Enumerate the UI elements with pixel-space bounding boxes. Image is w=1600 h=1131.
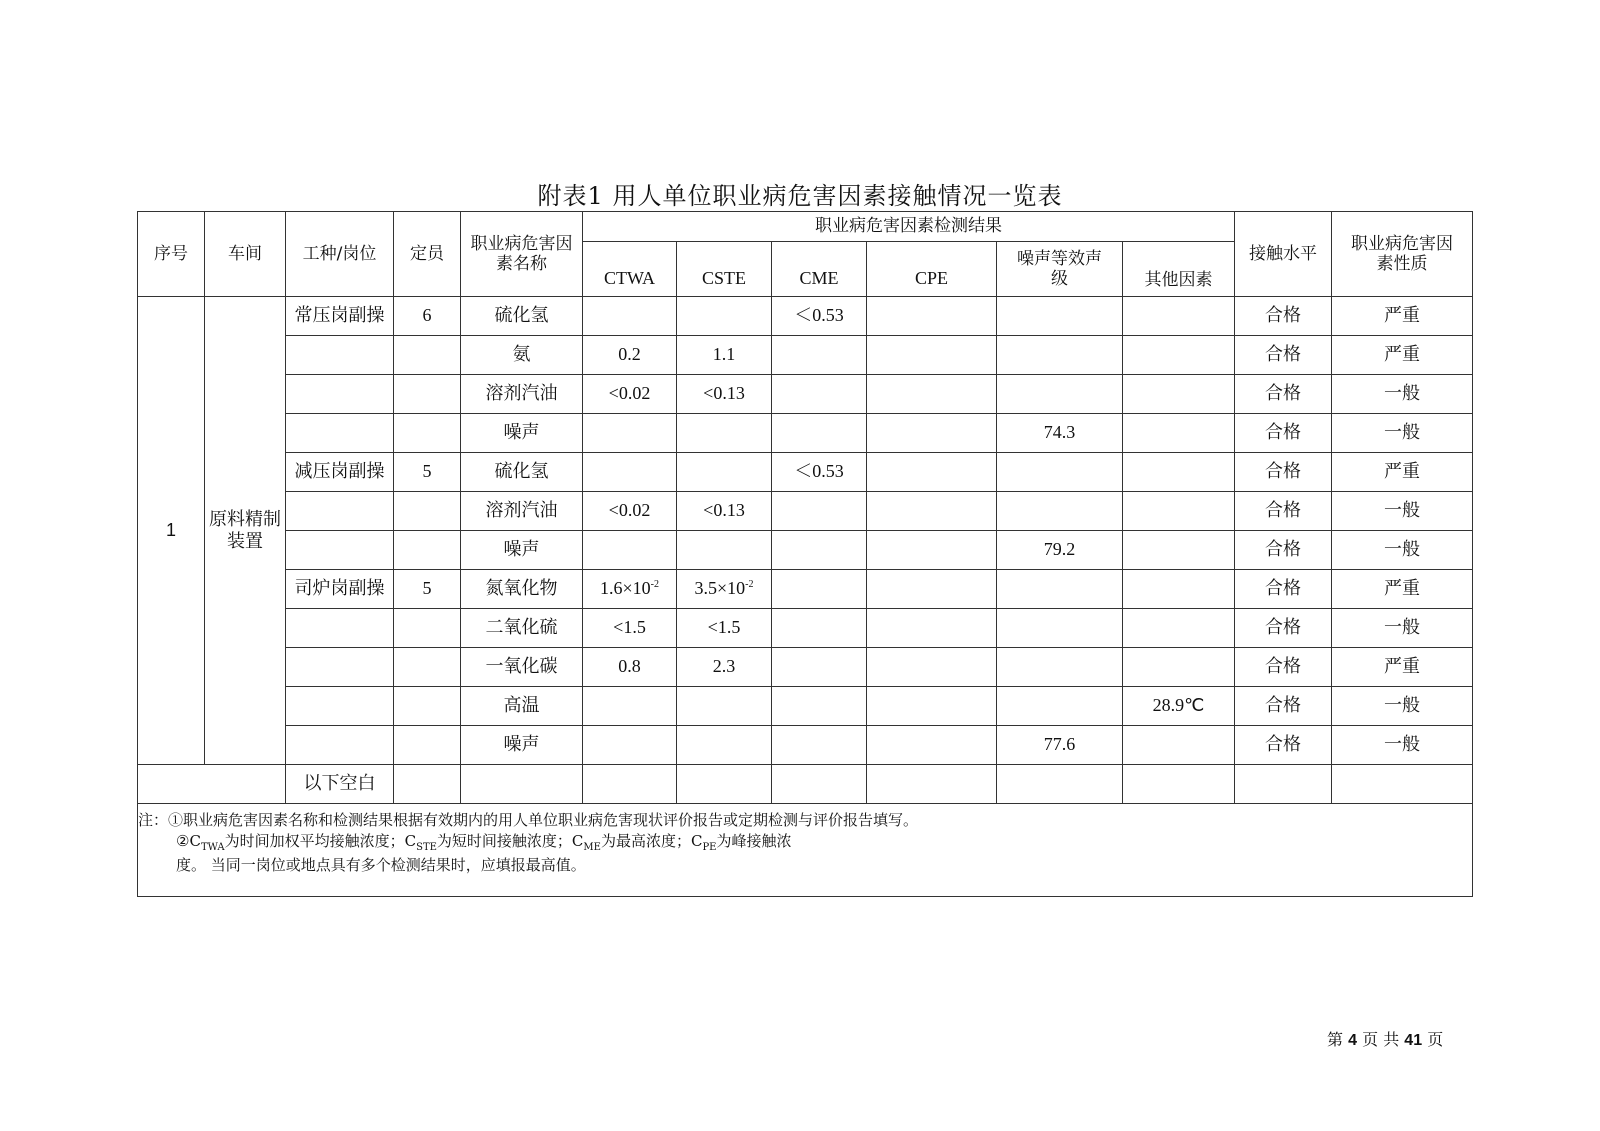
cell-factor: 二氧化硫 xyxy=(461,609,583,648)
cell-noise: 74.3 xyxy=(997,414,1123,453)
note-subscript: TWA xyxy=(200,842,225,853)
header-nature: 职业病危害因素性质 xyxy=(1332,212,1473,297)
table-row xyxy=(138,453,1473,492)
cell-cpe xyxy=(867,336,997,375)
note-line-1: 注：①职业病危害因素名称和检测结果根据有效期内的用人单位职业病危害现状评价报告或定期检测与评价报告填写。 xyxy=(138,811,919,829)
cell-noise: 77.6 xyxy=(997,726,1123,765)
table-row xyxy=(138,648,1473,687)
cell-exposure: 合格 xyxy=(1235,414,1332,453)
table-title: 附表1 用人单位职业病危害因素接触情况一览表 xyxy=(537,182,1063,210)
note-subscript: ME xyxy=(583,842,601,853)
cell-other xyxy=(1123,648,1235,687)
cell-nature: 一般 xyxy=(1332,687,1473,726)
page-number: 4 xyxy=(1348,1032,1358,1049)
cell-exposure: 合格 xyxy=(1235,570,1332,609)
cell-post xyxy=(286,687,394,726)
header-post: 工种/岗位 xyxy=(286,212,394,297)
header-staff: 定员 xyxy=(394,212,461,297)
cell-staff: 5 xyxy=(394,453,461,492)
cell-cste xyxy=(677,570,772,609)
cell-staff xyxy=(394,609,461,648)
table-row xyxy=(138,297,1473,336)
cell-post: 司炉岗副操 xyxy=(286,570,394,609)
cell-cme xyxy=(772,336,867,375)
cell-staff xyxy=(394,336,461,375)
cell-nature: 一般 xyxy=(1332,609,1473,648)
cell-empty xyxy=(867,765,997,804)
cell-factor: 氮氧化物 xyxy=(461,570,583,609)
cell-noise xyxy=(997,375,1123,414)
note-subscript: STE xyxy=(416,842,437,853)
cell-cste xyxy=(677,726,772,765)
cell-cpe xyxy=(867,492,997,531)
cell-staff xyxy=(394,492,461,531)
cell-cste: <0.13 xyxy=(677,375,772,414)
cell-cme xyxy=(772,414,867,453)
cell-noise xyxy=(997,492,1123,531)
cell-ctwa: 0.8 xyxy=(583,648,677,687)
exposure-table xyxy=(137,211,1473,897)
cell-empty xyxy=(1235,765,1332,804)
note-text: 为时间加权平均接触浓度；C xyxy=(224,832,417,850)
cell-exposure: 合格 xyxy=(1235,648,1332,687)
cell-other xyxy=(1123,336,1235,375)
table-row xyxy=(138,375,1473,414)
cell-cste xyxy=(677,453,772,492)
cell-exposure: 合格 xyxy=(1235,687,1332,726)
cell-staff xyxy=(394,375,461,414)
cell-noise xyxy=(997,609,1123,648)
cell-cste: 2.3 xyxy=(677,648,772,687)
cell-staff xyxy=(394,648,461,687)
cell-factor: 噪声 xyxy=(461,414,583,453)
cell-post: 常压岗副操 xyxy=(286,297,394,336)
cell-cme xyxy=(772,609,867,648)
table-row xyxy=(138,726,1473,765)
cell-cpe xyxy=(867,297,997,336)
cell-noise xyxy=(997,336,1123,375)
cell-cste xyxy=(677,414,772,453)
note-text: 为峰接触浓 xyxy=(716,832,792,850)
cell-noise xyxy=(997,687,1123,726)
note-line-3: 度。 当同一岗位或地点具有多个检测结果时，应填报最高值。 xyxy=(176,856,586,874)
cell-ctwa xyxy=(583,414,677,453)
note-text: 为最高浓度；C xyxy=(600,832,703,850)
cell-ctwa: <1.5 xyxy=(583,609,677,648)
cell-empty xyxy=(394,765,461,804)
cell-cme xyxy=(772,492,867,531)
cell-ctwa xyxy=(583,297,677,336)
cell-cme xyxy=(772,531,867,570)
cell-exposure: 合格 xyxy=(1235,453,1332,492)
cell-cpe xyxy=(867,531,997,570)
table-row xyxy=(138,414,1473,453)
cell-other xyxy=(1123,492,1235,531)
cell-staff xyxy=(394,687,461,726)
cell-nature: 一般 xyxy=(1332,726,1473,765)
cell-nature: 严重 xyxy=(1332,648,1473,687)
cell-nature: 一般 xyxy=(1332,375,1473,414)
cell-post xyxy=(286,375,394,414)
cell-staff: 5 xyxy=(394,570,461,609)
cell-staff xyxy=(394,531,461,570)
table-row xyxy=(138,492,1473,531)
note-subscript: PE xyxy=(702,842,717,853)
cell-nature: 严重 xyxy=(1332,297,1473,336)
cell-empty xyxy=(461,765,583,804)
cell-post xyxy=(286,531,394,570)
note-text: ②C xyxy=(176,832,201,850)
cell-noise xyxy=(997,648,1123,687)
cell-empty xyxy=(1123,765,1235,804)
cell-exposure: 合格 xyxy=(1235,336,1332,375)
header-factor: 职业病危害因素名称 xyxy=(461,212,583,297)
cell-empty xyxy=(138,765,286,804)
cell-post xyxy=(286,609,394,648)
cell-ctwa xyxy=(583,531,677,570)
header-other: 其他因素 xyxy=(1123,242,1235,297)
cell-cste: <0.13 xyxy=(677,492,772,531)
cell-factor: 噪声 xyxy=(461,726,583,765)
cell-cpe xyxy=(867,648,997,687)
header-noise: 噪声等效声级 xyxy=(997,242,1123,297)
cell-factor: 噪声 xyxy=(461,531,583,570)
cste-value-exp: -2 xyxy=(745,579,754,591)
cell-post: 减压岗副操 xyxy=(286,453,394,492)
page-total: 41 xyxy=(1404,1032,1423,1049)
cell-exposure: 合格 xyxy=(1235,375,1332,414)
cell-workshop: 原料精制装置 xyxy=(205,297,286,765)
cell-factor: 硫化氢 xyxy=(461,453,583,492)
cell-exposure: 合格 xyxy=(1235,531,1332,570)
footer-text: 页 xyxy=(1427,1030,1444,1049)
cell-other xyxy=(1123,414,1235,453)
cell-ctwa: <0.02 xyxy=(583,375,677,414)
cell-other xyxy=(1123,570,1235,609)
cell-cme: ＜0.53 xyxy=(772,297,867,336)
cell-other xyxy=(1123,297,1235,336)
cell-factor: 高温 xyxy=(461,687,583,726)
cell-cme xyxy=(772,648,867,687)
table-row xyxy=(138,531,1473,570)
table-row xyxy=(138,687,1473,726)
cell-factor: 氨 xyxy=(461,336,583,375)
cell-empty xyxy=(677,765,772,804)
cell-seq: 1 xyxy=(138,297,205,765)
cell-cste: <1.5 xyxy=(677,609,772,648)
cell-empty xyxy=(583,765,677,804)
note-text: 为短时间接触浓度；C xyxy=(436,832,584,850)
cell-cme xyxy=(772,726,867,765)
cell-staff xyxy=(394,726,461,765)
header-results-group: 职业病危害因素检测结果 xyxy=(583,212,1235,242)
cell-cste xyxy=(677,531,772,570)
cell-noise xyxy=(997,453,1123,492)
cell-nature: 严重 xyxy=(1332,453,1473,492)
notes-row xyxy=(138,804,1473,897)
header-cpe: CPE xyxy=(867,242,997,297)
cell-cste xyxy=(677,297,772,336)
cell-cpe xyxy=(867,570,997,609)
table-row xyxy=(138,609,1473,648)
page-footer xyxy=(1327,1027,1443,1050)
cell-ctwa xyxy=(583,726,677,765)
cell-cste: 1.1 xyxy=(677,336,772,375)
cell-cpe xyxy=(867,375,997,414)
header-exposure: 接触水平 xyxy=(1235,212,1332,297)
header-cste: CSTE xyxy=(677,242,772,297)
cell-ctwa xyxy=(583,570,677,609)
cell-nature: 一般 xyxy=(1332,492,1473,531)
cell-exposure: 合格 xyxy=(1235,609,1332,648)
cell-other xyxy=(1123,453,1235,492)
cell-other: 28.9℃ xyxy=(1123,687,1235,726)
cell-noise xyxy=(997,570,1123,609)
ctwa-value-exp: -2 xyxy=(650,579,659,591)
cell-exposure: 合格 xyxy=(1235,726,1332,765)
cell-other xyxy=(1123,375,1235,414)
cell-post xyxy=(286,336,394,375)
cell-post xyxy=(286,492,394,531)
cell-ctwa: 0.2 xyxy=(583,336,677,375)
header-workshop: 车间 xyxy=(205,212,286,297)
footer-text: 页 共 xyxy=(1362,1030,1400,1049)
cell-factor: 硫化氢 xyxy=(461,297,583,336)
cell-empty xyxy=(997,765,1123,804)
cste-value-base: 3.5×10 xyxy=(694,578,746,599)
cell-nature: 严重 xyxy=(1332,336,1473,375)
cell-cme xyxy=(772,570,867,609)
cell-cste xyxy=(677,687,772,726)
cell-other xyxy=(1123,531,1235,570)
cell-factor: 溶剂汽油 xyxy=(461,492,583,531)
table-row xyxy=(138,336,1473,375)
footer-text: 第 xyxy=(1327,1030,1344,1049)
note-line-2 xyxy=(138,831,916,855)
cell-factor: 溶剂汽油 xyxy=(461,375,583,414)
cell-staff xyxy=(394,414,461,453)
header-cme: CME xyxy=(772,242,867,297)
cell-blank-label: 以下空白 xyxy=(286,765,394,804)
cell-nature: 一般 xyxy=(1332,414,1473,453)
header-ctwa: CTWA xyxy=(583,242,677,297)
cell-factor: 一氧化碳 xyxy=(461,648,583,687)
cell-ctwa xyxy=(583,453,677,492)
cell-post xyxy=(286,414,394,453)
cell-cpe xyxy=(867,609,997,648)
cell-post xyxy=(286,648,394,687)
cell-staff: 6 xyxy=(394,297,461,336)
cell-exposure: 合格 xyxy=(1235,297,1332,336)
cell-cpe xyxy=(867,453,997,492)
cell-other xyxy=(1123,609,1235,648)
cell-empty xyxy=(1332,765,1473,804)
cell-exposure: 合格 xyxy=(1235,492,1332,531)
table-row xyxy=(138,570,1473,609)
cell-empty xyxy=(772,765,867,804)
cell-cme xyxy=(772,375,867,414)
cell-ctwa xyxy=(583,687,677,726)
cell-nature: 一般 xyxy=(1332,531,1473,570)
cell-other xyxy=(1123,726,1235,765)
cell-cpe xyxy=(867,687,997,726)
cell-post xyxy=(286,726,394,765)
notes-cell xyxy=(138,804,1473,897)
cell-noise: 79.2 xyxy=(997,531,1123,570)
cell-cme: ＜0.53 xyxy=(772,453,867,492)
blank-row xyxy=(138,765,1473,804)
cell-nature: 严重 xyxy=(1332,570,1473,609)
cell-cpe xyxy=(867,414,997,453)
header-seq: 序号 xyxy=(138,212,205,297)
cell-cpe xyxy=(867,726,997,765)
cell-ctwa: <0.02 xyxy=(583,492,677,531)
cell-noise xyxy=(997,297,1123,336)
cell-cme xyxy=(772,687,867,726)
ctwa-value-base: 1.6×10 xyxy=(600,578,651,599)
